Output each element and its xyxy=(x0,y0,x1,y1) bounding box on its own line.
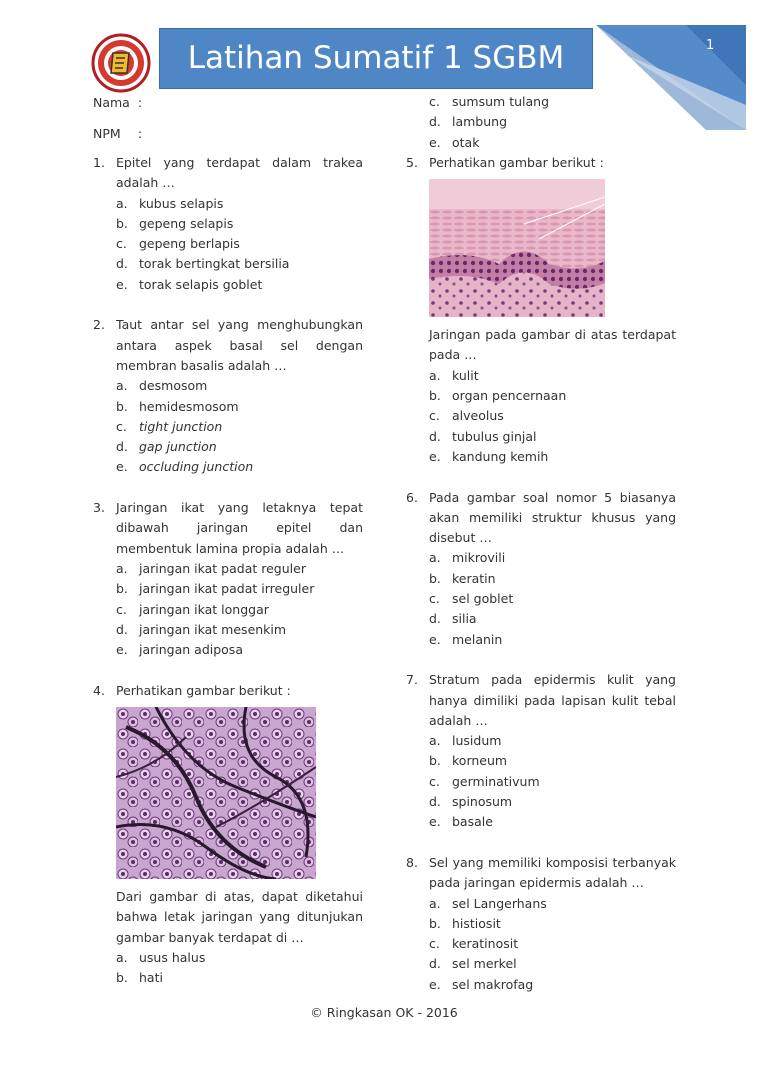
option-e: e. occluding junction xyxy=(116,459,254,475)
question-number: 5. xyxy=(406,154,418,170)
question-text: Epitel yang terdapat dalam trakea adalah … xyxy=(116,155,363,191)
question-text: Perhatikan gambar berikut : xyxy=(116,682,291,698)
left-column xyxy=(93,153,363,989)
name-field xyxy=(93,95,143,110)
question-4-continued xyxy=(406,92,676,153)
answer-options xyxy=(429,366,676,467)
option-b: b. hemidesmosom xyxy=(116,398,239,414)
question-text: Stratum pada epidermis kulit yang hanya dimiliki pada lapisan kulit tebal adalah … xyxy=(429,672,676,728)
question-5 xyxy=(406,153,676,467)
question-followup-text: Jaringan pada gambar di atas terdapat pada … xyxy=(429,327,676,363)
option-a: a. kulit xyxy=(429,367,479,383)
option-e: e. basale xyxy=(429,814,493,830)
question-2 xyxy=(93,315,363,477)
option-d: d. jaringan ikat mesenkim xyxy=(116,621,287,637)
name-label: Nama xyxy=(93,95,130,110)
option-e: e. jaringan adiposa xyxy=(116,642,243,658)
option-a: a. sel Langerhans xyxy=(429,895,547,911)
question-text: Pada gambar soal nomor 5 biasanya akan memiliki struktur khusus yang disebut … xyxy=(429,489,676,546)
right-column xyxy=(406,92,676,995)
option-c: c. jaringan ikat longgar xyxy=(116,601,269,617)
answer-options xyxy=(429,731,676,832)
answer-options xyxy=(429,894,676,995)
page-number: 1 xyxy=(706,38,715,53)
option-d: d. lambung xyxy=(429,114,508,130)
question-text: Jaringan ikat yang letaknya tepat dibawah jaringan epitel dan membentuk lamina propia adalah … xyxy=(116,500,363,556)
question-6 xyxy=(406,488,676,650)
page-title: Latihan Sumatif 1 SGBM xyxy=(159,28,593,89)
option-b: b. korneum xyxy=(429,753,508,769)
option-c: c. gepeng berlapis xyxy=(116,236,240,252)
answer-options xyxy=(429,92,676,153)
option-d: d. torak bertingkat bersilia xyxy=(116,256,290,272)
option-b: b. histiosit xyxy=(429,915,501,931)
question-3 xyxy=(93,498,363,660)
question-7 xyxy=(406,670,676,832)
option-c: c. tight junction xyxy=(116,418,223,434)
option-b: b. jaringan ikat padat irreguler xyxy=(116,581,315,597)
answer-options xyxy=(429,548,676,649)
question-number: 1. xyxy=(93,155,105,170)
option-c: c. sel goblet xyxy=(429,591,514,607)
question-number: 3. xyxy=(93,500,105,516)
question-followup-text: Dari gambar di atas, dapat diketahui bahwa letak jaringan yang ditunjukan gambar banyak terdapat di … xyxy=(116,889,363,945)
option-a: a. usus halus xyxy=(116,949,206,965)
answer-options xyxy=(116,194,363,295)
answer-options xyxy=(116,376,363,477)
npm-field xyxy=(93,126,143,141)
option-c: c. germinativum xyxy=(429,773,540,789)
histology-image-epithelium xyxy=(429,179,605,317)
option-c: c. alveolus xyxy=(429,408,504,424)
option-d: d. sel merkel xyxy=(429,956,517,972)
npm-label: NPM xyxy=(93,126,121,141)
option-b: b. hati xyxy=(116,970,163,986)
option-b: b. gepeng selapis xyxy=(116,215,234,231)
question-text: Sel yang memiliki komposisi terbanyak pada jaringan epidermis adalah … xyxy=(429,854,676,891)
question-number: 6. xyxy=(406,489,418,505)
name-colon: : xyxy=(138,95,143,110)
option-b: b. organ pencernaan xyxy=(429,388,567,404)
option-d: d. silia xyxy=(429,611,477,627)
question-number: 2. xyxy=(93,317,105,333)
option-a: a. jaringan ikat padat reguler xyxy=(116,560,306,576)
question-text: Taut antar sel yang menghubungkan antara aspek basal sel dengan membran basalis adalah … xyxy=(116,317,363,373)
npm-colon: : xyxy=(138,126,143,141)
option-a: a. mikrovili xyxy=(429,550,506,566)
question-4 xyxy=(93,681,363,989)
question-text: Perhatikan gambar berikut : xyxy=(429,154,604,170)
option-e: e. melanin xyxy=(429,631,503,647)
option-d: d. tubulus ginjal xyxy=(429,428,537,444)
option-c: c. keratinosit xyxy=(429,936,519,952)
question-number: 7. xyxy=(406,672,418,688)
answer-options xyxy=(116,559,363,660)
option-e: e. sel makrofag xyxy=(429,976,534,992)
option-c: c. sumsum tulang xyxy=(429,94,550,109)
answer-options xyxy=(116,948,363,989)
institution-logo xyxy=(91,33,151,93)
option-e: e. kandung kemih xyxy=(429,448,549,464)
question-number: 4. xyxy=(93,682,105,698)
histology-image-liver xyxy=(116,707,316,879)
option-d: d. gap junction xyxy=(116,439,217,455)
footer-copyright: © Ringkasan OK - 2016 xyxy=(310,1005,458,1020)
option-a: a. kubus selapis xyxy=(116,195,224,211)
question-number: 8. xyxy=(406,854,418,870)
option-a: a. lusidum xyxy=(429,733,502,749)
question-1 xyxy=(93,153,363,295)
question-8 xyxy=(406,853,676,995)
option-b: b. keratin xyxy=(429,570,496,586)
option-e: e. otak xyxy=(429,134,480,150)
option-e: e. torak selapis goblet xyxy=(116,276,263,292)
option-a: a. desmosom xyxy=(116,378,208,394)
option-d: d. spinosum xyxy=(429,794,513,810)
